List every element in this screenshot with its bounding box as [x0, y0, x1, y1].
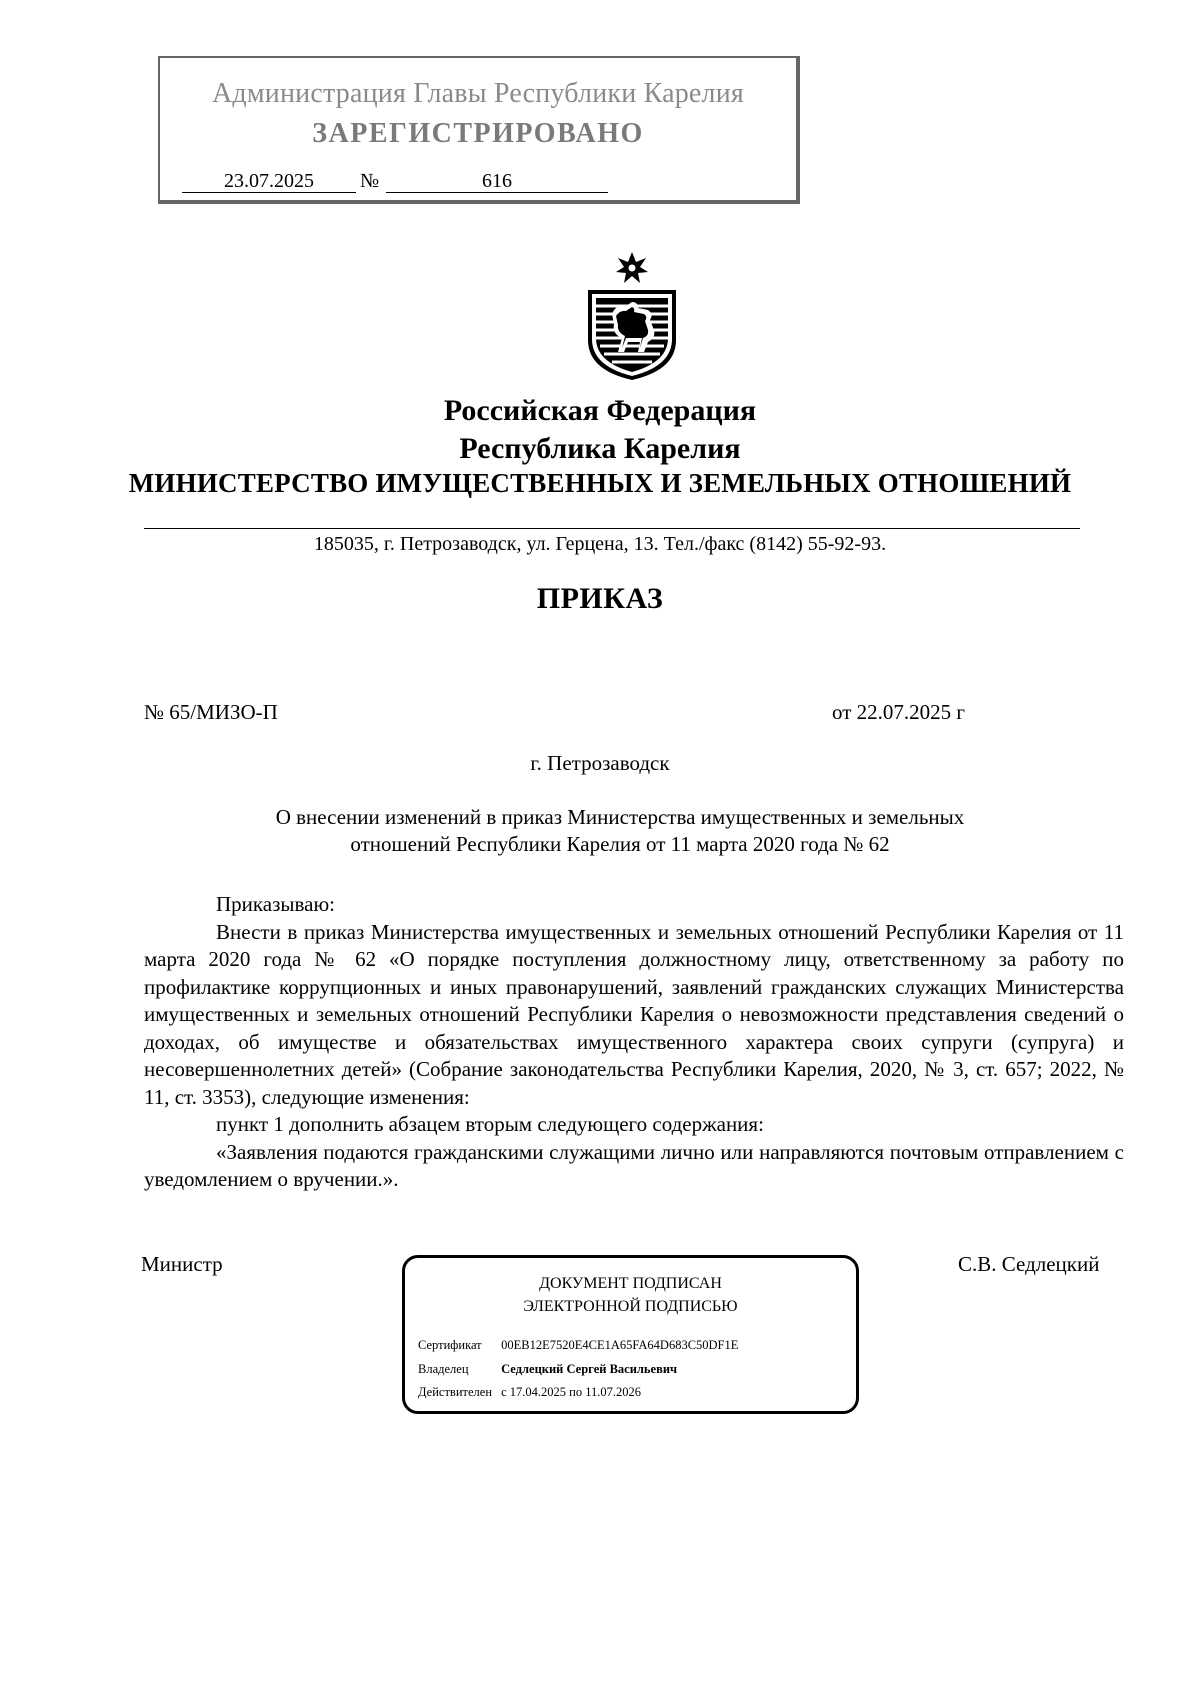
esig-title: [405, 1272, 856, 1318]
electronic-signature-stamp: [402, 1255, 859, 1414]
registration-number: 616: [386, 170, 608, 193]
order-word: Приказываю:: [216, 892, 335, 916]
esig-title-line: ДОКУМЕНТ ПОДПИСАН: [539, 1275, 722, 1292]
order-date: от 22.07.2025 г: [832, 700, 966, 724]
esig-certificate-row: [418, 1338, 738, 1353]
signer-role: Министр: [141, 1252, 223, 1276]
header-country: Российская Федерация: [443, 394, 757, 427]
document-type: ПРИКАЗ: [536, 582, 664, 615]
esig-title-line: ЭЛЕКТРОННОЙ ПОДПИСЬЮ: [523, 1298, 738, 1315]
esig-valid-row: [418, 1385, 641, 1400]
registration-stamp-status: ЗАРЕГИСТРИРОВАНО: [312, 118, 644, 149]
order-subject-line: отношений Республики Карелия от 11 марта 2020 года № 62: [350, 832, 890, 856]
body-paragraph: пункт 1 дополнить абзацем вторым следующего содержания:: [216, 1112, 764, 1136]
order-body: [144, 891, 1124, 1194]
registration-stamp: [158, 56, 800, 204]
order-subject-line: О внесении изменений в приказ Министерства имущественных и земельных: [275, 805, 965, 829]
signer-name: С.В. Седлецкий: [958, 1252, 1100, 1276]
body-paragraph: «Заявления подаются гражданскими служащими лично или направляются почтовым отправлением с уведомлением о вручении.».: [144, 1139, 1124, 1191]
esig-certificate-value: 00EB12E7520E4CE1A65FA64D683C50DF1E: [501, 1338, 739, 1352]
order-number: № 65/МИЗО-П: [144, 700, 278, 724]
header-ministry: МИНИСТЕРСТВО ИМУЩЕСТВЕННЫХ И ЗЕМЕЛЬНЫХ ОТНОШЕНИЙ: [128, 468, 1072, 498]
registration-date: 23.07.2025: [182, 170, 356, 193]
header-divider: [144, 528, 1080, 529]
body-paragraph: Внести в приказ Министерства имущественных и земельных отношений Республики Карелия от 11 марта 2020 года № 62 «О порядке поступления должностному лицу, ответственному за работу по профилактике коррупционных и иных правонарушений, заявлений гражданских служащих Министерства имущественных и земельных отношений Республики Карелия о невозможности представления сведений о доходах, об имуществе и обязательствах имущественного характера своих супруги (супруга) и несовершеннолетних детей» (Собрание законодательства Республики Карелия, 2020, № 3, ст. 657; 2022, № 11, ст. 3353), следующие изменения:: [144, 919, 1124, 1109]
karelia-coat-of-arms-icon: [582, 248, 682, 382]
order-city: г. Петрозаводск: [530, 751, 670, 775]
order-subject: [220, 804, 1020, 858]
registration-stamp-title: Администрация Главы Республики Карелия: [212, 78, 744, 109]
header-address: 185035, г. Петрозаводск, ул. Герцена, 13. Тел./факс (8142) 55-92-93.: [313, 533, 887, 555]
esig-owner-row: [418, 1362, 677, 1377]
registration-number-sign: №: [360, 170, 380, 192]
esig-certificate-label: Сертификат: [418, 1338, 482, 1352]
esig-valid-value: с 17.04.2025 по 11.07.2026: [501, 1385, 642, 1399]
esig-owner-label: Владелец: [418, 1362, 469, 1376]
esig-valid-label: Действителен: [418, 1385, 493, 1399]
header-republic: Республика Карелия: [459, 432, 741, 465]
esig-owner-value: Седлецкий Сергей Васильевич: [501, 1362, 678, 1376]
